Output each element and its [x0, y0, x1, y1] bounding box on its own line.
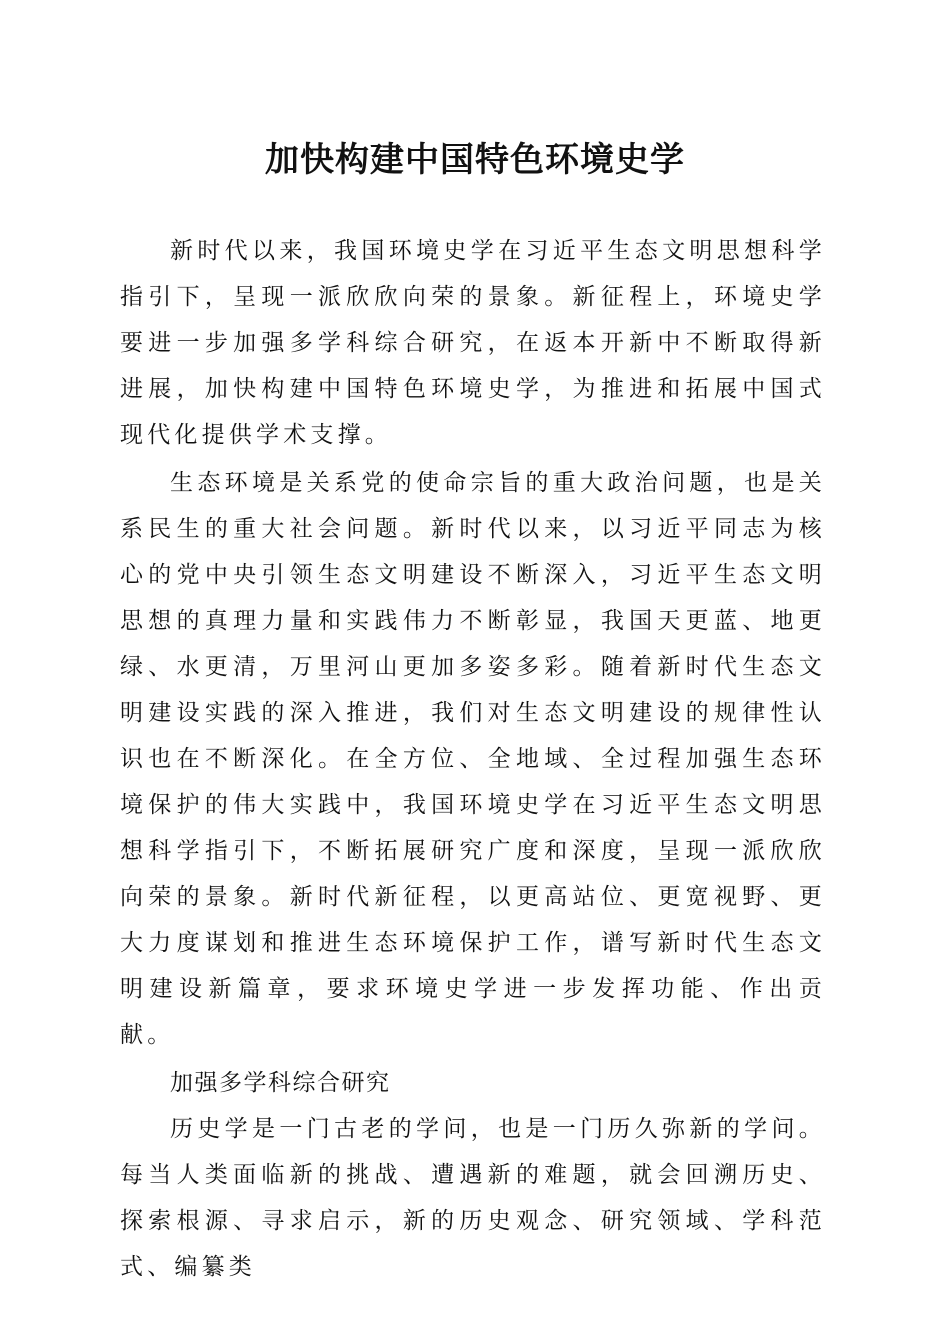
document-body — [120, 228, 826, 1290]
paragraph-intro: 新时代以来，我国环境史学在习近平生态文明思想科学指引下，呈现一派欣欣向荣的景象。新征程上，环境史学要进一步加强多学科综合研究，在返本开新中不断取得新进展，加快构建中国特色环境史学，为推进和拓展中国式现代化提供学术支撑。 — [120, 238, 826, 448]
section-heading: 加强多学科综合研究 — [170, 1070, 391, 1096]
paragraph-history: 历史学是一门古老的学问，也是一门历久弥新的学问。每当人类面临新的挑战、遭遇新的难题，就会回溯历史、探索根源、寻求启示，新的历史观念、研究领域、学科范式、编纂类 — [120, 1116, 826, 1280]
document-title: 加快构建中国特色环境史学 — [265, 140, 685, 180]
paragraph-ecology: 生态环境是关系党的使命宗旨的重大政治问题，也是关系民生的重大社会问题。新时代以来，以习近平同志为核心的党中央引领生态文明建设不断深入，习近平生态文明思想的真理力量和实践伟力不断彰显，我国天更蓝、地更绿、水更清，万里河山更加多姿多彩。随着新时代生态文明建设实践的深入推进，我们对生态文明建设的规律性认识也在不断深化。在全方位、全地域、全过程加强生态环境保护的伟大实践中，我国环境史学在习近平生态文明思想科学指引下，不断拓展研究广度和深度，呈现一派欣欣向荣的景象。新时代新征程，以更高站位、更宽视野、更大力度谋划和推进生态环境保护工作，谱写新时代生态文明建设新篇章，要求环境史学进一步发挥功能、作出贡献。 — [120, 470, 826, 1048]
